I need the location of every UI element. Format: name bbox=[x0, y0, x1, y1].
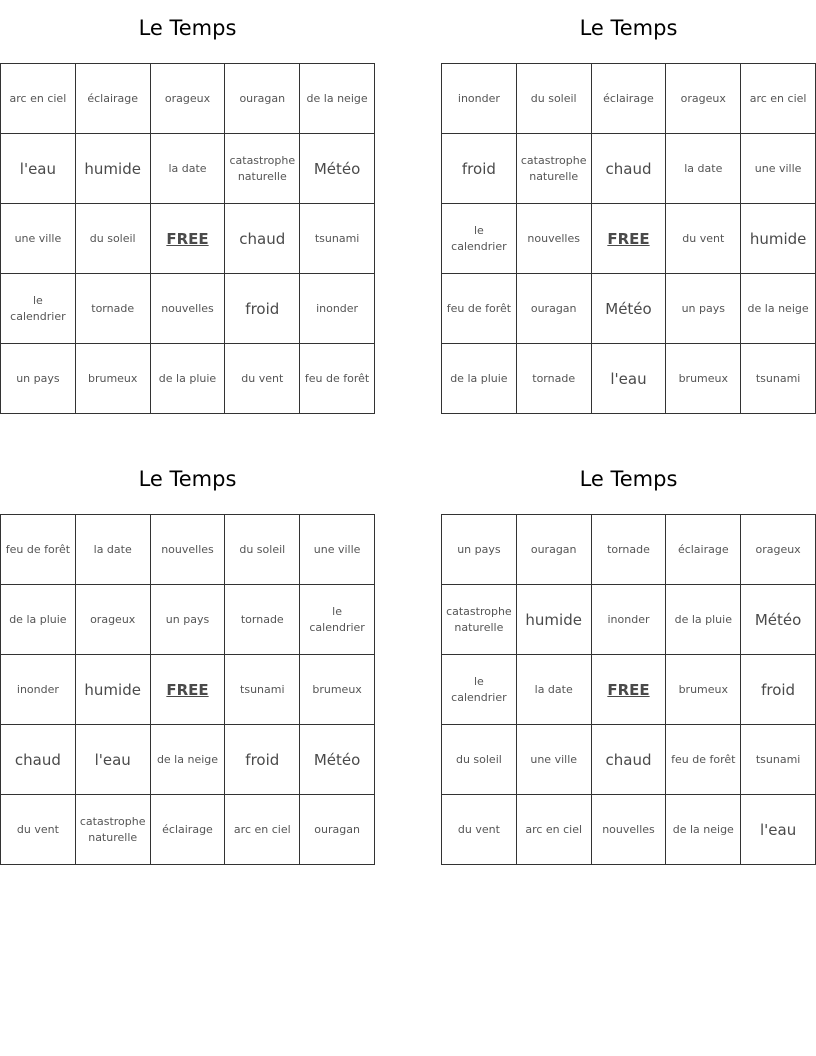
bingo-cell: du soleil bbox=[76, 204, 151, 274]
bingo-cell: le calendrier bbox=[300, 585, 375, 655]
card-title: Le Temps bbox=[138, 467, 237, 491]
bingo-cell: un pays bbox=[151, 585, 226, 655]
bingo-cell: un pays bbox=[442, 515, 517, 585]
bingo-cell: brumeux bbox=[76, 344, 151, 414]
bingo-cell: orageux bbox=[151, 64, 226, 134]
bingo-cell: le calendrier bbox=[1, 274, 76, 344]
bingo-card-3 bbox=[0, 459, 375, 857]
bingo-grid bbox=[441, 63, 816, 414]
bingo-cell: tsunami bbox=[300, 204, 375, 274]
bingo-card-4 bbox=[441, 459, 816, 857]
bingo-cell: inonder bbox=[300, 274, 375, 344]
bingo-cell: inonder bbox=[442, 64, 517, 134]
bingo-cell: une ville bbox=[517, 725, 592, 795]
bingo-cell: froid bbox=[225, 274, 300, 344]
bingo-cell: de la neige bbox=[300, 64, 375, 134]
bingo-cell: froid bbox=[741, 655, 816, 725]
bingo-cell: de la neige bbox=[666, 795, 741, 865]
bingo-cell: éclairage bbox=[76, 64, 151, 134]
bingo-cell: le calendrier bbox=[442, 204, 517, 274]
bingo-cell: tornade bbox=[592, 515, 667, 585]
bingo-grid bbox=[0, 514, 375, 865]
bingo-cell: arc en ciel bbox=[741, 64, 816, 134]
bingo-cell: de la pluie bbox=[151, 344, 226, 414]
bingo-cell: humide bbox=[517, 585, 592, 655]
bingo-cell: du vent bbox=[1, 795, 76, 865]
bingo-cell: brumeux bbox=[666, 344, 741, 414]
bingo-cell: l'eau bbox=[741, 795, 816, 865]
bingo-cell: chaud bbox=[592, 134, 667, 204]
bingo-cell: la date bbox=[76, 515, 151, 585]
bingo-cell: catastrophe naturelle bbox=[442, 585, 517, 655]
bingo-cell: humide bbox=[741, 204, 816, 274]
bingo-cell: brumeux bbox=[300, 655, 375, 725]
bingo-cell: ouragan bbox=[517, 274, 592, 344]
bingo-cell: éclairage bbox=[592, 64, 667, 134]
bingo-card-2 bbox=[441, 8, 816, 406]
bingo-cell: Météo bbox=[300, 725, 375, 795]
free-space-cell: FREE bbox=[592, 204, 667, 274]
bingo-cell: nouvelles bbox=[592, 795, 667, 865]
bingo-cell: éclairage bbox=[151, 795, 226, 865]
card-title: Le Temps bbox=[579, 16, 678, 40]
bingo-cell: éclairage bbox=[666, 515, 741, 585]
bingo-cell: tsunami bbox=[741, 725, 816, 795]
bingo-cell: ouragan bbox=[517, 515, 592, 585]
bingo-cell: un pays bbox=[666, 274, 741, 344]
bingo-cell: humide bbox=[76, 134, 151, 204]
free-space-cell: FREE bbox=[592, 655, 667, 725]
bingo-cell: tsunami bbox=[741, 344, 816, 414]
card-title: Le Temps bbox=[579, 467, 678, 491]
bingo-cell: du soleil bbox=[442, 725, 517, 795]
bingo-cell: la date bbox=[517, 655, 592, 725]
bingo-cell: une ville bbox=[741, 134, 816, 204]
bingo-cell: tornade bbox=[225, 585, 300, 655]
bingo-cell: une ville bbox=[1, 204, 76, 274]
bingo-cell: ouragan bbox=[300, 795, 375, 865]
free-space-cell: FREE bbox=[151, 655, 226, 725]
bingo-cell: nouvelles bbox=[151, 274, 226, 344]
bingo-cell: de la pluie bbox=[1, 585, 76, 655]
bingo-cell: de la pluie bbox=[442, 344, 517, 414]
bingo-cell: Météo bbox=[300, 134, 375, 204]
bingo-cell: orageux bbox=[741, 515, 816, 585]
bingo-cell: un pays bbox=[1, 344, 76, 414]
bingo-cell: du vent bbox=[666, 204, 741, 274]
card-title: Le Temps bbox=[138, 16, 237, 40]
bingo-cell: du soleil bbox=[225, 515, 300, 585]
bingo-cell: une ville bbox=[300, 515, 375, 585]
bingo-cell: du vent bbox=[225, 344, 300, 414]
bingo-cell: de la pluie bbox=[666, 585, 741, 655]
bingo-cell: catastrophe naturelle bbox=[76, 795, 151, 865]
bingo-cell: nouvelles bbox=[517, 204, 592, 274]
bingo-cell: chaud bbox=[225, 204, 300, 274]
bingo-cell: arc en ciel bbox=[517, 795, 592, 865]
bingo-cell: tornade bbox=[517, 344, 592, 414]
bingo-cell: chaud bbox=[1, 725, 76, 795]
bingo-cell: chaud bbox=[592, 725, 667, 795]
bingo-cell: l'eau bbox=[76, 725, 151, 795]
free-space-cell: FREE bbox=[151, 204, 226, 274]
bingo-cell: tornade bbox=[76, 274, 151, 344]
bingo-cell: inonder bbox=[1, 655, 76, 725]
bingo-cell: l'eau bbox=[592, 344, 667, 414]
bingo-cell: feu de forêt bbox=[666, 725, 741, 795]
bingo-cell: brumeux bbox=[666, 655, 741, 725]
bingo-cell: feu de forêt bbox=[1, 515, 76, 585]
bingo-grid bbox=[0, 63, 375, 414]
bingo-cell: orageux bbox=[666, 64, 741, 134]
bingo-cell: arc en ciel bbox=[1, 64, 76, 134]
bingo-cell: du vent bbox=[442, 795, 517, 865]
bingo-grid bbox=[441, 514, 816, 865]
bingo-cell: Météo bbox=[741, 585, 816, 655]
bingo-card-1 bbox=[0, 8, 375, 406]
bingo-cell: feu de forêt bbox=[442, 274, 517, 344]
bingo-cell: ouragan bbox=[225, 64, 300, 134]
bingo-cell: arc en ciel bbox=[225, 795, 300, 865]
bingo-cell: l'eau bbox=[1, 134, 76, 204]
bingo-cell: le calendrier bbox=[442, 655, 517, 725]
bingo-cell: Météo bbox=[592, 274, 667, 344]
bingo-cell: inonder bbox=[592, 585, 667, 655]
bingo-cell: catastrophe naturelle bbox=[225, 134, 300, 204]
bingo-cell: froid bbox=[225, 725, 300, 795]
bingo-cell: la date bbox=[666, 134, 741, 204]
bingo-cell: catastrophe naturelle bbox=[517, 134, 592, 204]
bingo-cell: tsunami bbox=[225, 655, 300, 725]
bingo-cell: humide bbox=[76, 655, 151, 725]
bingo-cell: feu de forêt bbox=[300, 344, 375, 414]
bingo-cell: orageux bbox=[76, 585, 151, 655]
bingo-cell: froid bbox=[442, 134, 517, 204]
bingo-cell: de la neige bbox=[151, 725, 226, 795]
bingo-cell: nouvelles bbox=[151, 515, 226, 585]
bingo-cell: de la neige bbox=[741, 274, 816, 344]
bingo-cell: du soleil bbox=[517, 64, 592, 134]
bingo-cell: la date bbox=[151, 134, 226, 204]
